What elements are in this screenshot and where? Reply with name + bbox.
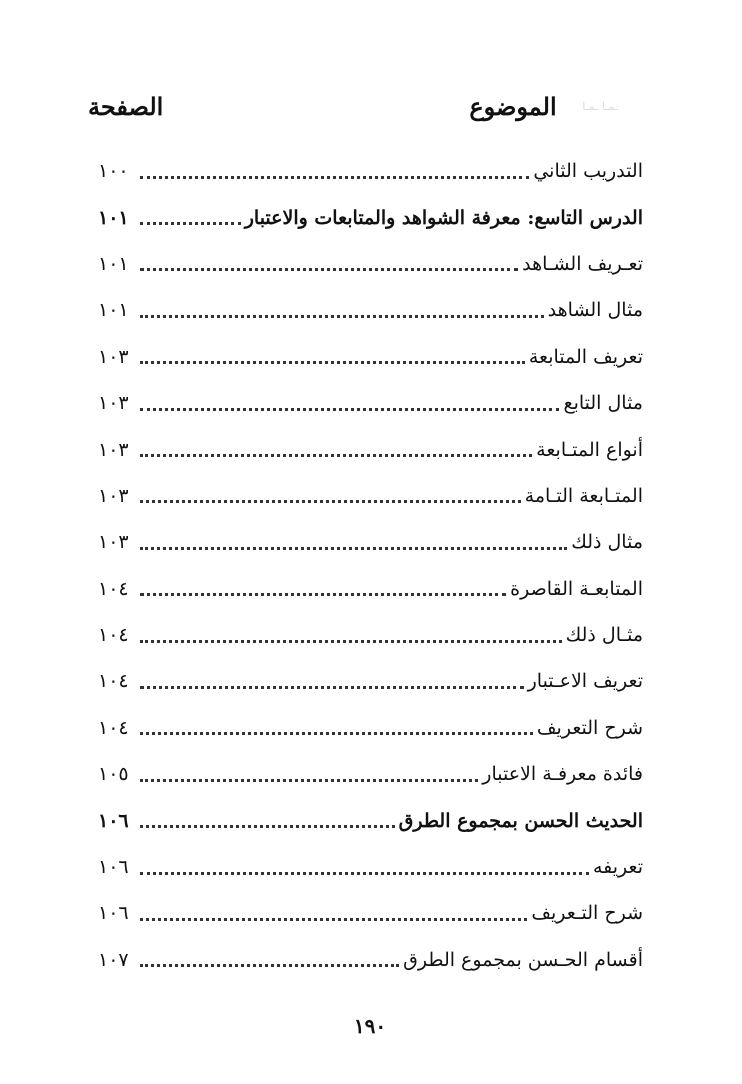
toc-row <box>98 148 643 194</box>
dot-leader <box>140 686 524 689</box>
toc-entry-page: ١٠٣ <box>98 392 129 415</box>
toc-section-row <box>98 797 643 843</box>
toc-entry-page: ١٠٣ <box>98 484 129 507</box>
toc-row <box>98 566 643 612</box>
dot-leader <box>140 640 562 643</box>
toc-entry-page: ١٠٣ <box>98 531 129 554</box>
toc-entry-title: مثـال ذلك <box>565 624 643 647</box>
toc-entry-page: ١٠٦ <box>98 856 129 879</box>
toc-row <box>98 334 643 380</box>
toc-entry-title: التدريب الثاني <box>533 160 643 183</box>
toc-row <box>98 705 643 751</box>
toc-row <box>98 937 643 983</box>
table-of-contents <box>98 148 643 983</box>
dot-leader <box>140 964 399 967</box>
toc-entry-page: ١٠١ <box>98 206 129 229</box>
dot-leader <box>140 176 529 179</box>
toc-entry-page: ١٠٦ <box>98 809 129 832</box>
toc-row <box>98 751 643 797</box>
toc-row <box>98 241 643 287</box>
dot-leader <box>140 408 559 411</box>
toc-row <box>98 612 643 658</box>
toc-entry-page: ١٠٤ <box>98 670 129 693</box>
dot-leader <box>140 732 533 735</box>
toc-entry-page: ١٠٤ <box>98 577 129 600</box>
toc-entry-title: شرح التـعريف <box>531 902 643 925</box>
toc-section-row <box>98 194 643 240</box>
toc-row <box>98 519 643 565</box>
toc-row <box>98 287 643 333</box>
toc-entry-title: مثال الشاهد <box>547 299 643 322</box>
topic-column-heading: الموضوع <box>469 92 557 121</box>
toc-entry-page: ١٠٧ <box>98 948 129 971</box>
toc-entry-title: المتـابعة التـامة <box>524 484 643 507</box>
toc-row <box>98 426 643 472</box>
dot-leader <box>140 547 567 550</box>
toc-entry-title: مثال التابع <box>563 392 643 415</box>
toc-entry-title: الدرس التاسع: معرفة الشواهد والمتابعات والاعتبار <box>244 206 643 229</box>
dot-leader <box>140 222 241 225</box>
toc-row <box>98 473 643 519</box>
toc-entry-title: تعريف المتابعة <box>528 345 643 368</box>
toc-entry-title: فائدة معرفـة الاعتبار <box>482 763 643 786</box>
toc-header <box>88 92 643 132</box>
toc-entry-title: أقسام الحـسن بمجموع الطرق <box>403 948 643 971</box>
dot-leader <box>140 825 395 828</box>
toc-entry-page: ١٠٤ <box>98 624 129 647</box>
toc-entry-title: تعريفه <box>592 856 643 879</box>
toc-entry-title: المتابعـة القاصرة <box>510 577 643 600</box>
toc-row <box>98 890 643 936</box>
faint-bleed-through-text: ـمـا ـمـا <box>582 100 618 113</box>
toc-entry-page: ١٠٤ <box>98 716 129 739</box>
toc-entry-page: ١٠٥ <box>98 763 129 786</box>
toc-row <box>98 658 643 704</box>
toc-entry-page: ١٠١ <box>98 252 129 275</box>
dot-leader <box>140 268 518 271</box>
dot-leader <box>140 361 525 364</box>
dot-leader <box>140 918 527 921</box>
dot-leader <box>140 593 506 596</box>
toc-entry-page: ١٠٣ <box>98 345 129 368</box>
dot-leader <box>140 315 544 318</box>
toc-entry-page: ١٠٠ <box>98 160 129 183</box>
toc-entry-page: ١٠١ <box>98 299 129 322</box>
toc-entry-title: شرح التعريف <box>536 716 643 739</box>
page-number: ١٩٠ <box>353 1014 387 1038</box>
toc-row <box>98 844 643 890</box>
dot-leader <box>140 872 589 875</box>
dot-leader <box>140 779 478 782</box>
dot-leader <box>140 454 532 457</box>
toc-entry-title: تعـريف الشـاهد <box>522 252 643 275</box>
toc-entry-title: مثال ذلك <box>571 531 643 554</box>
page-column-heading: الصفحة <box>88 92 164 121</box>
toc-entry-title: الحديث الحسن بمجموع الطرق <box>398 809 643 832</box>
toc-entry-title: أنواع المتـابعة <box>536 438 643 461</box>
toc-entry-page: ١٠٣ <box>98 438 129 461</box>
toc-entry-page: ١٠٦ <box>98 902 129 925</box>
toc-row <box>98 380 643 426</box>
toc-entry-title: تعريف الاعـتبار <box>527 670 643 693</box>
dot-leader <box>140 500 521 503</box>
